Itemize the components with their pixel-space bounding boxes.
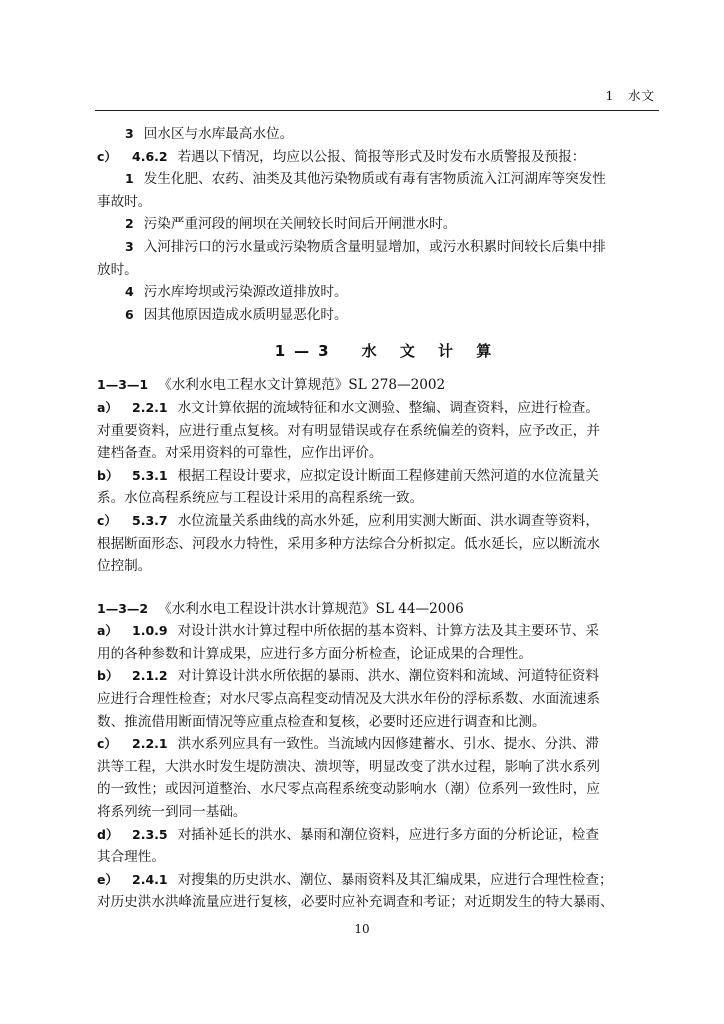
list-item-continuation: 事故时。 [97, 193, 152, 210]
standard-heading: 1—3—2 《水利水电工程设计洪水计算规范》SL 44—2006 [97, 600, 464, 617]
clause: b） 5.3.1 根据工程设计要求，应拟定设计断面工程修建前天然河道的水位流量关 [97, 467, 599, 484]
list-item: 4 污水库垮坝或污染源改道排放时。 [125, 284, 348, 301]
clause: e） 2.4.1 对搜集的历史洪水、潮位、暴雨资料及其汇编成果，应进行合理性检查； [97, 871, 613, 888]
clause: c） 5.3.7 水位流量关系曲线的高水外延，应利用实测大断面、洪水调查等资料， [97, 512, 599, 529]
list-item: 3 回水区与水库最高水位。 [125, 126, 294, 142]
clause-continuation: 的一致性；或因河道整治、水尺零点高程系统变动影响水（潮）位系列一致性时，应 [97, 781, 600, 798]
clause-continuation: 根据断面形态、河段水力特性，采用多种方法综合分析拟定。低水延长，应以断流水 [97, 535, 600, 552]
clause: c） 2.2.1 洪水系列应具有一致性。当流域内因修建蓄水、引水、提水、分洪、滞 [97, 736, 599, 753]
clause: b） 2.1.2 对计算设计洪水所依据的暴雨、洪水、潮位资料和流域、河道特征资料 [97, 668, 599, 685]
list-item: 1 发生化肥、农药、油类及其他污染物质或有毒有害物质流入江河湖库等突发性 [125, 171, 606, 188]
clause-continuation: 用的各种参数和计算成果，应进行多方面分析检查，论证成果的合理性。 [97, 645, 532, 662]
clause-continuation: 其合理性。 [97, 849, 165, 866]
clause-continuation: 对历史洪水洪峰流量应进行复核，必要时应补充调查和考证；对近期发生的特大暴雨、 [97, 894, 614, 911]
clause-continuation: 位控制。 [97, 558, 152, 575]
clause-4-6-2: c） 4.6.2 若遇以下情况，均应以公报、简报等形式及时发布水质警报及预报： [97, 148, 586, 165]
clause-continuation: 对重要资料，应进行重点复核。对有明显错误或存在系统偏差的资料，应予改正，并 [97, 422, 600, 439]
clause-continuation: 建档备查。对采用资料的可靠性，应作出评价。 [97, 445, 383, 462]
clause: a） 2.2.1 水文计算依据的流域特征和水文测验、整编、调查资料，应进行检查。 [97, 399, 599, 416]
standard-heading: 1—3—1 《水利水电工程水文计算规范》SL 278—2002 [97, 377, 446, 394]
clause-continuation: 数、推流借用断面情况等应重点检查和复核，必要时还应进行调查和比测。 [97, 713, 546, 730]
section-title: 1—3 水 文 计 算 [274, 342, 501, 361]
list-item: 2 污染严重河段的闸坝在关闸较长时间后开闸泄水时。 [125, 216, 457, 233]
clause-continuation: 洪等工程，大洪水时发生堤防溃决、溃坝等，明显改变了洪水过程，影响了洪水系列 [97, 758, 600, 775]
clause: d） 2.3.5 对插补延长的洪水、暴雨和潮位资料，应进行多方面的分析论证，检查 [97, 826, 599, 843]
header-rule [95, 110, 659, 111]
clause-continuation: 将系列统一到同一基础。 [97, 804, 247, 821]
list-item: 6 因其他原因造成水质明显恶化时。 [125, 306, 348, 323]
page-number: 10 [354, 922, 370, 936]
list-item-continuation: 放时。 [97, 261, 138, 278]
clause-continuation: 系。水位高程系统应与工程设计采用的高程系统一致。 [97, 490, 424, 507]
running-header: 1 水文 [605, 88, 655, 103]
body-text [97, 123, 678, 914]
clause: a） 1.0.9 对设计洪水计算过程中所依据的基本资料、计算方法及其主要环节、采 [97, 623, 599, 640]
list-item: 3 入河排污口的污水量或污染物质含量明显增加，或污水积累时间较长后集中排 [125, 238, 606, 255]
clause-continuation: 应进行合理性检查；对水尺零点高程变动情况及大洪水年份的浮标系数、水面流速系 [97, 691, 600, 708]
spacer [97, 578, 678, 592]
